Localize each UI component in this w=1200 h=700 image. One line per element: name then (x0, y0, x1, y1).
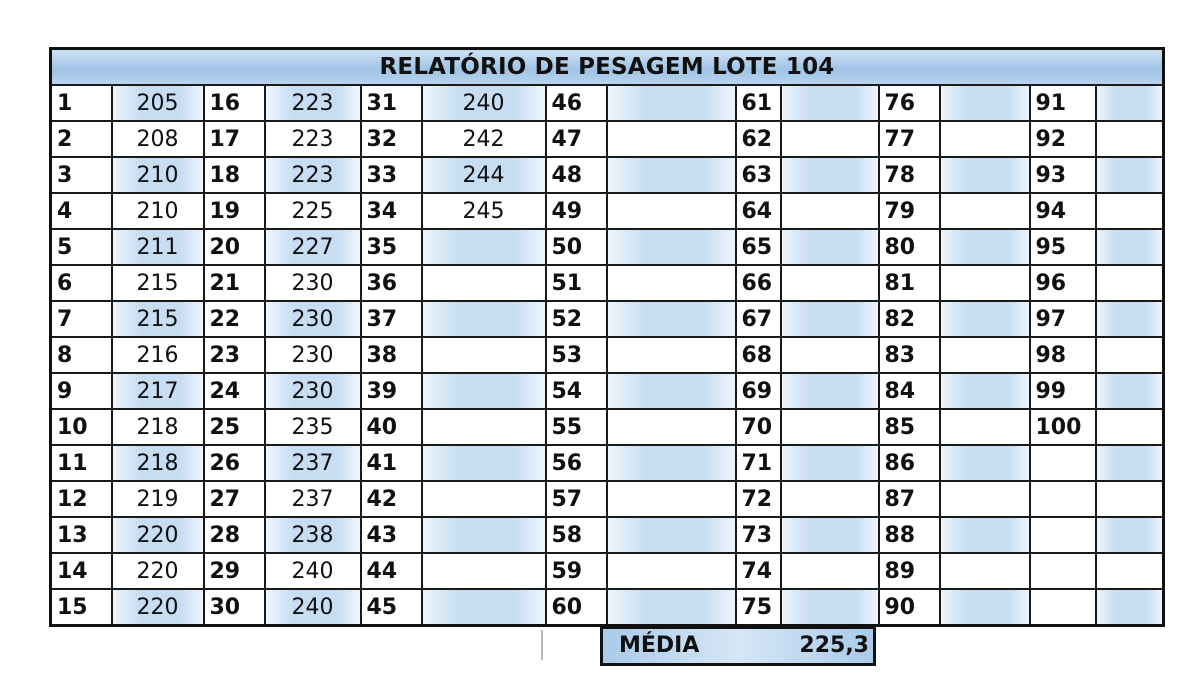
weight-cell (607, 157, 736, 193)
weight-cell: 215 (112, 301, 204, 337)
weight-cell (781, 301, 879, 337)
animal-number-cell: 34 (361, 193, 422, 229)
weight-cell (1096, 517, 1164, 553)
animal-number-cell: 73 (736, 517, 781, 553)
weight-cell (940, 301, 1030, 337)
weight-cell: 238 (265, 517, 361, 553)
weight-cell (607, 409, 736, 445)
animal-number-cell: 51 (546, 265, 607, 301)
animal-number-cell: 40 (361, 409, 422, 445)
weight-cell: 220 (112, 517, 204, 553)
weight-cell (607, 85, 736, 121)
table-row (51, 445, 1164, 481)
table-row (51, 157, 1164, 193)
weight-cell: 217 (112, 373, 204, 409)
animal-number-cell: 93 (1030, 157, 1096, 193)
animal-number-cell: 57 (546, 481, 607, 517)
weight-cell (1096, 301, 1164, 337)
weight-cell (607, 445, 736, 481)
weight-cell: 223 (265, 85, 361, 121)
animal-number-cell: 4 (51, 193, 112, 229)
animal-number-cell: 17 (204, 121, 265, 157)
animal-number-cell: 28 (204, 517, 265, 553)
average-label: MÉDIA (619, 633, 700, 658)
animal-number-cell: 49 (546, 193, 607, 229)
table-row (51, 85, 1164, 121)
weight-cell (781, 553, 879, 589)
animal-number-cell: 75 (736, 589, 781, 626)
animal-number-cell: 32 (361, 121, 422, 157)
animal-number-cell: 13 (51, 517, 112, 553)
weight-cell: 227 (265, 229, 361, 265)
weighing-report-table (49, 47, 1165, 627)
weight-cell: 230 (265, 265, 361, 301)
weight-cell (422, 445, 546, 481)
weight-cell (1096, 373, 1164, 409)
animal-number-cell: 94 (1030, 193, 1096, 229)
animal-number-cell: 43 (361, 517, 422, 553)
weight-cell (940, 337, 1030, 373)
animal-number-cell: 21 (204, 265, 265, 301)
animal-number-cell: 69 (736, 373, 781, 409)
weight-cell (607, 589, 736, 626)
weight-cell (781, 481, 879, 517)
table-row (51, 229, 1164, 265)
animal-number-cell: 37 (361, 301, 422, 337)
weight-cell (1096, 85, 1164, 121)
weight-cell: 240 (265, 553, 361, 589)
animal-number-cell: 16 (204, 85, 265, 121)
animal-number-cell: 91 (1030, 85, 1096, 121)
weight-cell: 210 (112, 157, 204, 193)
weight-cell (781, 85, 879, 121)
animal-number-cell: 56 (546, 445, 607, 481)
animal-number-cell: 60 (546, 589, 607, 626)
animal-number-cell: 71 (736, 445, 781, 481)
weight-cell: 235 (265, 409, 361, 445)
weight-cell (940, 481, 1030, 517)
animal-number-cell: 19 (204, 193, 265, 229)
weight-cell (940, 373, 1030, 409)
weight-cell (781, 121, 879, 157)
animal-number-cell: 70 (736, 409, 781, 445)
weight-cell (607, 193, 736, 229)
weight-cell (940, 445, 1030, 481)
animal-number-cell (1030, 481, 1096, 517)
weight-cell: 223 (265, 157, 361, 193)
weight-cell (781, 193, 879, 229)
animal-number-cell: 15 (51, 589, 112, 626)
animal-number-cell: 26 (204, 445, 265, 481)
table-row (51, 337, 1164, 373)
weight-cell (607, 301, 736, 337)
animal-number-cell: 1 (51, 85, 112, 121)
weight-cell: 218 (112, 445, 204, 481)
weight-cell (781, 265, 879, 301)
animal-number-cell: 44 (361, 553, 422, 589)
animal-number-cell: 30 (204, 589, 265, 626)
weight-cell: 220 (112, 553, 204, 589)
weight-cell: 242 (422, 121, 546, 157)
weight-cell (607, 121, 736, 157)
animal-number-cell: 11 (51, 445, 112, 481)
animal-number-cell: 77 (879, 121, 940, 157)
animal-number-cell: 7 (51, 301, 112, 337)
table-row (51, 589, 1164, 626)
weight-cell (607, 337, 736, 373)
weight-cell (940, 121, 1030, 157)
table-row (51, 409, 1164, 445)
animal-number-cell: 23 (204, 337, 265, 373)
table-row (51, 193, 1164, 229)
table-row (51, 481, 1164, 517)
table-row (51, 517, 1164, 553)
weight-cell: 223 (265, 121, 361, 157)
table-row (51, 373, 1164, 409)
weight-cell (422, 373, 546, 409)
animal-number-cell: 22 (204, 301, 265, 337)
weight-cell (422, 553, 546, 589)
weight-cell (607, 481, 736, 517)
animal-number-cell: 6 (51, 265, 112, 301)
animal-number-cell: 14 (51, 553, 112, 589)
animal-number-cell: 68 (736, 337, 781, 373)
weight-cell: 210 (112, 193, 204, 229)
weight-cell (1096, 553, 1164, 589)
weight-cell: 220 (112, 589, 204, 626)
animal-number-cell: 3 (51, 157, 112, 193)
animal-number-cell: 9 (51, 373, 112, 409)
weight-cell (940, 85, 1030, 121)
animal-number-cell: 42 (361, 481, 422, 517)
animal-number-cell: 33 (361, 157, 422, 193)
animal-number-cell: 27 (204, 481, 265, 517)
animal-number-cell: 38 (361, 337, 422, 373)
weight-cell (781, 409, 879, 445)
weight-cell (781, 589, 879, 626)
animal-number-cell: 90 (879, 589, 940, 626)
table-row (51, 553, 1164, 589)
weight-cell (1096, 121, 1164, 157)
weight-cell (607, 517, 736, 553)
title-row (51, 49, 1164, 86)
animal-number-cell: 54 (546, 373, 607, 409)
weight-cell (940, 517, 1030, 553)
weight-cell (607, 373, 736, 409)
weight-cell (1096, 589, 1164, 626)
weight-cell (940, 193, 1030, 229)
weight-cell (422, 229, 546, 265)
weight-cell (940, 409, 1030, 445)
animal-number-cell: 2 (51, 121, 112, 157)
weight-cell: 215 (112, 265, 204, 301)
animal-number-cell: 8 (51, 337, 112, 373)
table-row (51, 301, 1164, 337)
weight-cell (422, 265, 546, 301)
animal-number-cell: 96 (1030, 265, 1096, 301)
weight-cell (422, 337, 546, 373)
animal-number-cell: 98 (1030, 337, 1096, 373)
weight-cell: 237 (265, 445, 361, 481)
animal-number-cell: 89 (879, 553, 940, 589)
animal-number-cell: 97 (1030, 301, 1096, 337)
animal-number-cell: 53 (546, 337, 607, 373)
animal-number-cell: 35 (361, 229, 422, 265)
weight-cell (607, 553, 736, 589)
animal-number-cell: 85 (879, 409, 940, 445)
average-box (600, 626, 876, 666)
animal-number-cell: 88 (879, 517, 940, 553)
weight-cell (781, 517, 879, 553)
animal-number-cell: 46 (546, 85, 607, 121)
weight-cell: 230 (265, 337, 361, 373)
animal-number-cell: 67 (736, 301, 781, 337)
weight-cell (607, 229, 736, 265)
animal-number-cell (1030, 589, 1096, 626)
weight-cell (1096, 409, 1164, 445)
animal-number-cell: 61 (736, 85, 781, 121)
animal-number-cell: 100 (1030, 409, 1096, 445)
animal-number-cell: 65 (736, 229, 781, 265)
animal-number-cell (1030, 553, 1096, 589)
animal-number-cell: 66 (736, 265, 781, 301)
weight-cell (781, 229, 879, 265)
weight-cell (940, 229, 1030, 265)
report-title: RELATÓRIO DE PESAGEM LOTE 104 (51, 49, 1164, 86)
animal-number-cell: 12 (51, 481, 112, 517)
weight-cell (781, 373, 879, 409)
animal-number-cell: 74 (736, 553, 781, 589)
weight-cell (1096, 229, 1164, 265)
animal-number-cell: 84 (879, 373, 940, 409)
animal-number-cell: 48 (546, 157, 607, 193)
animal-number-cell: 36 (361, 265, 422, 301)
animal-number-cell: 5 (51, 229, 112, 265)
animal-number-cell: 24 (204, 373, 265, 409)
weight-cell: 211 (112, 229, 204, 265)
animal-number-cell: 20 (204, 229, 265, 265)
weight-cell (422, 517, 546, 553)
animal-number-cell: 52 (546, 301, 607, 337)
animal-number-cell: 47 (546, 121, 607, 157)
average-value: 225,3 (799, 633, 869, 658)
weight-cell (781, 337, 879, 373)
animal-number-cell: 99 (1030, 373, 1096, 409)
animal-number-cell: 95 (1030, 229, 1096, 265)
animal-number-cell: 62 (736, 121, 781, 157)
animal-number-cell: 31 (361, 85, 422, 121)
weight-cell (1096, 481, 1164, 517)
animal-number-cell: 25 (204, 409, 265, 445)
weight-cell (422, 409, 546, 445)
weight-cell (607, 265, 736, 301)
divider (541, 630, 543, 660)
animal-number-cell: 45 (361, 589, 422, 626)
weight-cell (940, 157, 1030, 193)
animal-number-cell: 80 (879, 229, 940, 265)
animal-number-cell: 29 (204, 553, 265, 589)
weight-cell (422, 481, 546, 517)
weight-cell: 237 (265, 481, 361, 517)
weight-cell: 230 (265, 301, 361, 337)
weight-cell (781, 157, 879, 193)
weight-cell (1096, 157, 1164, 193)
animal-number-cell: 76 (879, 85, 940, 121)
animal-number-cell: 50 (546, 229, 607, 265)
animal-number-cell: 79 (879, 193, 940, 229)
animal-number-cell: 86 (879, 445, 940, 481)
animal-number-cell: 59 (546, 553, 607, 589)
table-row (51, 265, 1164, 301)
animal-number-cell: 41 (361, 445, 422, 481)
weight-cell: 216 (112, 337, 204, 373)
animal-number-cell (1030, 517, 1096, 553)
animal-number-cell: 81 (879, 265, 940, 301)
weight-cell (1096, 265, 1164, 301)
animal-number-cell: 63 (736, 157, 781, 193)
animal-number-cell: 92 (1030, 121, 1096, 157)
weight-cell (940, 553, 1030, 589)
weight-cell (1096, 445, 1164, 481)
weight-cell: 240 (265, 589, 361, 626)
weight-cell: 244 (422, 157, 546, 193)
weight-cell: 218 (112, 409, 204, 445)
animal-number-cell: 58 (546, 517, 607, 553)
weight-cell: 225 (265, 193, 361, 229)
animal-number-cell: 55 (546, 409, 607, 445)
weight-cell (940, 589, 1030, 626)
animal-number-cell: 87 (879, 481, 940, 517)
animal-number-cell: 82 (879, 301, 940, 337)
weight-cell (781, 445, 879, 481)
weight-cell (422, 301, 546, 337)
weight-cell: 219 (112, 481, 204, 517)
weight-cell: 245 (422, 193, 546, 229)
weight-cell: 208 (112, 121, 204, 157)
animal-number-cell: 64 (736, 193, 781, 229)
weight-cell (940, 265, 1030, 301)
animal-number-cell: 10 (51, 409, 112, 445)
animal-number-cell: 78 (879, 157, 940, 193)
animal-number-cell (1030, 445, 1096, 481)
weight-cell (1096, 337, 1164, 373)
animal-number-cell: 83 (879, 337, 940, 373)
weight-cell (1096, 193, 1164, 229)
animal-number-cell: 39 (361, 373, 422, 409)
animal-number-cell: 18 (204, 157, 265, 193)
animal-number-cell: 72 (736, 481, 781, 517)
weight-cell: 240 (422, 85, 546, 121)
weight-cell: 205 (112, 85, 204, 121)
table-row (51, 121, 1164, 157)
weight-cell (422, 589, 546, 626)
weight-cell: 230 (265, 373, 361, 409)
